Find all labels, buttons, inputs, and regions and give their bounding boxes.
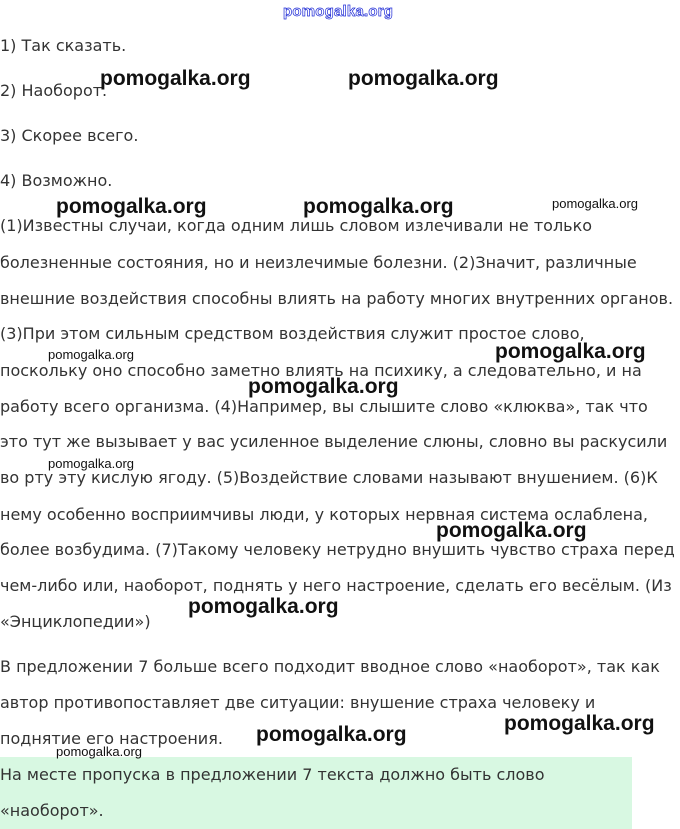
- text-line: это тут же вызывает у вас усиленное выделение слюны, словно вы раскусили: [0, 432, 668, 451]
- text-line: поскольку оно способно заметно влиять на психику, а следовательно, и на: [0, 361, 642, 380]
- watermark: pomogalka.org: [256, 723, 407, 746]
- text-line: чем-либо или, наоборот, поднять у него настроение, сделать его весёлым. (Из: [0, 576, 672, 595]
- explanation-line: В предложении 7 больше всего подходит вводное слово «наоборот», так как: [0, 657, 660, 676]
- text-line: работу всего организма. (4)Например, вы слышите слово «клюква», так что: [0, 397, 648, 416]
- watermark: pomogalka.org: [48, 456, 134, 471]
- watermark: pomogalka.org: [48, 347, 134, 362]
- text-line: «Энциклопедии»): [0, 612, 151, 631]
- text-line: болезненные состояния, но и неизлечимые болезни. (2)Значит, различные: [0, 253, 637, 272]
- watermark: pomogalka.org: [100, 67, 251, 90]
- watermark: pomogalka.org: [303, 195, 454, 218]
- text-line: (1)Известны случаи, когда одним лишь словом излечивали не только: [0, 216, 593, 235]
- option-4: 4) Возможно.: [0, 171, 113, 190]
- watermark: pomogalka.org: [248, 375, 399, 398]
- text-line: (3)При этом сильным средством воздействия служит простое слово,: [0, 324, 585, 343]
- watermark: pomogalka.org: [495, 340, 646, 363]
- explanation-line: поднятие его настроения.: [0, 729, 223, 748]
- header-watermark: pomogalka.org: [283, 3, 394, 20]
- option-3: 3) Скорее всего.: [0, 126, 139, 145]
- text-line: нему особенно восприимчивы люди, у которых нервная система ослаблена,: [0, 505, 648, 524]
- option-2: 2) Наоборот.: [0, 81, 108, 100]
- explanation-line: автор противопоставляет две ситуации: внушение страха человеку и: [0, 693, 596, 712]
- watermark: pomogalka.org: [348, 67, 499, 90]
- watermark: pomogalka.org: [436, 519, 587, 542]
- text-line: во рту эту кислую ягоду. (5)Воздействие словами называют внушением. (6)К: [0, 468, 658, 487]
- answer-box: [0, 757, 632, 829]
- text-line: внешние воздействия способны влиять на работу многих внутренних органов.: [0, 289, 674, 308]
- option-1: 1) Так сказать.: [0, 36, 127, 55]
- answer-line: На месте пропуска в предложении 7 текста должно быть слово: [0, 765, 545, 784]
- watermark: pomogalka.org: [56, 744, 142, 759]
- watermark: pomogalka.org: [56, 195, 207, 218]
- text-line: более возбудима. (7)Такому человеку нетрудно внушить чувство страха перед: [0, 540, 675, 559]
- watermark: pomogalka.org: [504, 712, 655, 735]
- watermark: pomogalka.org: [552, 196, 638, 211]
- answer-line: «наоборот».: [0, 801, 104, 820]
- watermark: pomogalka.org: [188, 595, 339, 618]
